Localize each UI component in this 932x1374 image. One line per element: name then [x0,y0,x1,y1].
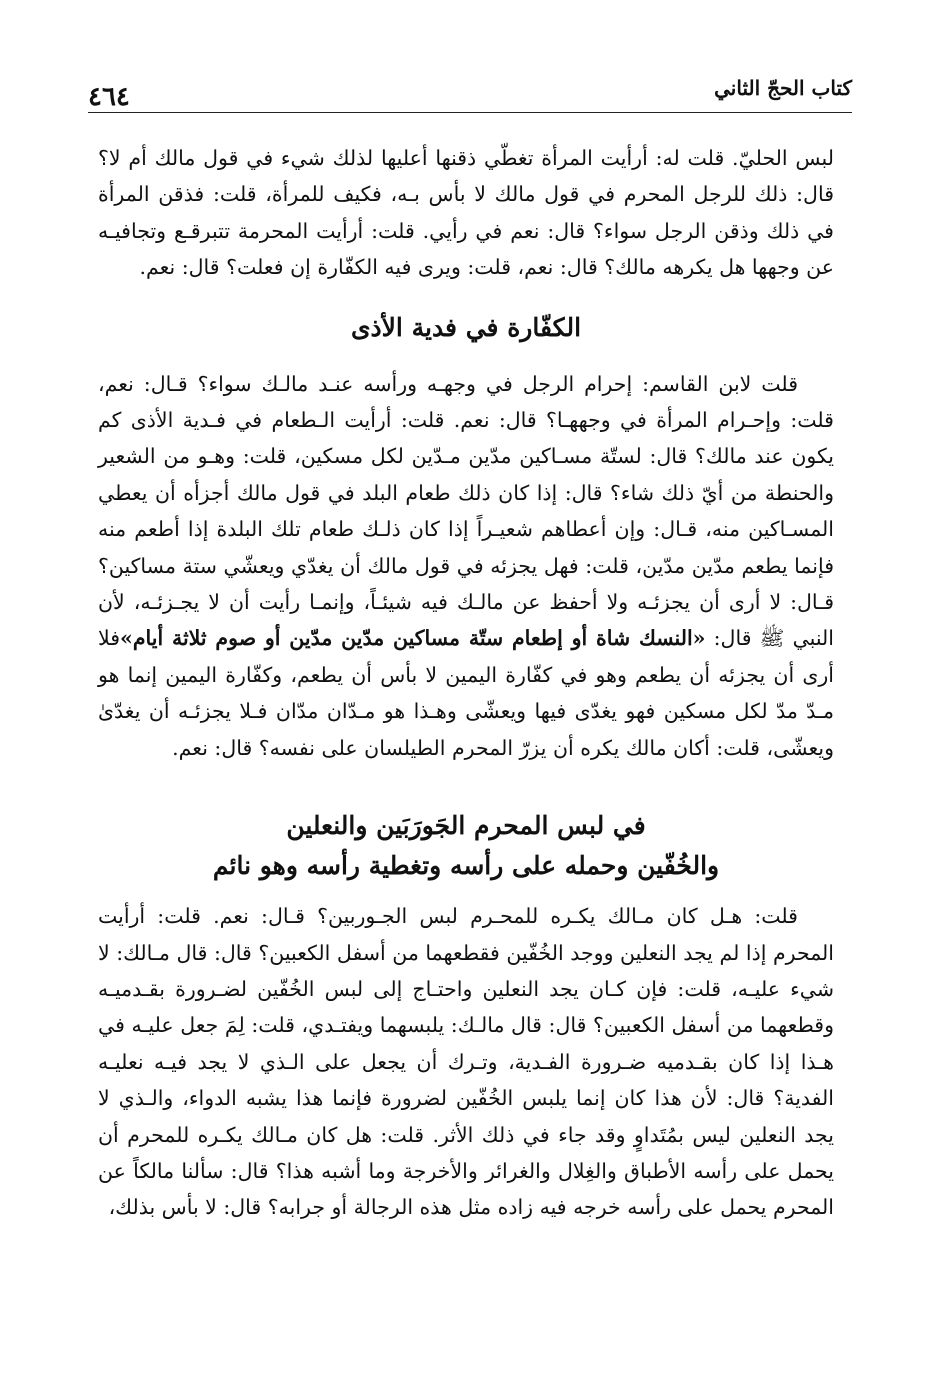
section-heading-line-1: في لبس المحرم الجَورَبَين والنعلين [286,811,646,841]
hadith-quote: «النسك شاة أو إطعام ستّة مساكين مدّين مدّين أو صوم ثلاثة أيام» [120,626,706,651]
paragraph-3: قلت: هـل كان مـالك يكـره للمحـرم لبس الجـوربين؟ قـال: نعم. قلت: أرأيت المحرم إذا لم يجد النعلين ووجد الخُفّين فقطعهما من أسفل الكعبين؟ قال: قال مـالك: لا شيء عليـه، قلت: فإن كـان يجد النعلين واحتـاج إلى لبس الخُفّين لضـرورة بقـدميـه وقطعهما من أسفل الكعبين؟ قال: قال مالـك: يلبسهما ويفتـدي، قلت: لِمَ جعل عليـه في هـذا إذا كان بقـدميه ضـرورة الفـدية، وتـرك أن يجعل على الـذي لا يجد فيـه نعليـه الفدية؟ قال: لأن هذا كان إنما يلبس الخُفّين لضرورة فإنما هذا يشبه الدواء، والـذي لا يجد النعلين ليس بمُتَداوٍ وقد جاء في ذلك الأثر. قلت: هل كان مـالك يكـره للمحرم أن يحمل على رأسه الأطباق والغِلال والغرائر والأخرجة وما أشبه هذا؟ قال: سألنا مالكاً عن المحرم يحمل على رأسه خرجه فيه زاده مثل هذه الرجالة أو جرابه؟ قال: لا بأس بذلك، [98,904,834,1220]
paragraph-2 [98,366,834,766]
page-number: ٤٦٤ [88,82,130,112]
section-heading-jawrabayn [98,806,834,886]
page-body [98,140,834,1226]
paragraph-2-part-a: قلت لابن القاسم: إحرام الرجل في وجهـه ورأسه عنـد مالـك سواء؟ قـال: نعم، قلت: وإحـرام المرأة في وجههـا؟ قال: نعم. قلت: أرأيت الـطعام في فـدية الأذى كم يكون عند مالك؟ قال: لستّة مسـاكين مدّين مـدّين لكل مسكين، قلت: وهـو من الشعير والحنطة من أيّ ذلك شاء؟ قال: إذا كان ذلك طعام البلد في قول مالك أجزأه أن يعطي المسـاكين منه، قـال: وإن أعطاهم شعيـراً إذا كان ذلـك طعام تلك البلدة إذا أطعم منه فإنما يطعم مدّين مدّين، قلت: فهل يجزئه في قول مالك أن يغدّي ويعشّي ستة مساكين؟ قـال: لا أرى أن يجزئـه ولا أحفظ عن مالـك فيه شيئـاً، وإنمـا رأيت أن لا يجـزئـه، لأن النبي ﷺ قال: [98,371,834,651]
section-heading-kaffara: الكفّارة في فدية الأذى [350,312,582,342]
section-heading-line-2: والخُفّين وحمله على رأسه وتغطية رأسه وهو نائم [212,851,720,881]
header-rule [88,112,852,113]
paragraph-1: لبس الحليّ. قلت له: أرأيت المرأة تغطّي ذقنها أعليها لذلك شيء في قول مالك أم لا؟ قال: ذلك للرجل المحرم في قول مالك لا بأس بـه، فكيف للمرأة، قلت: فذقن المرأة في ذلك وذقن الرجل سواء؟ قال: نعم في رأيي. قلت: أرأيت المحرمة تتبرقـع وتجافيـه عن وجهها هل يكرهه مالك؟ قال: نعم، قلت: ويرى فيه الكفّارة إن فعلت؟ قال: نعم. [98,146,834,280]
running-title: كتاب الحجّ الثاني [714,76,852,100]
paragraph-2-part-b: فلا أرى أن يجزئه أن يطعم وهو في كفّارة اليمين لا بأس أن يطعم، وكفّارة اليمين إنما هو مـدّ مدّ لكل مسكين فهو يغدّى فيها ويعشّى وهـذا هو مـدّان مدّان فـلا يجزئـه أن يغدّىٰ ويعشّى، قلت: أكان مالك يكره أن يزرّ المحرم الطيلسان على نفسه؟ قال: نعم. [98,626,834,760]
page-header [88,76,852,116]
